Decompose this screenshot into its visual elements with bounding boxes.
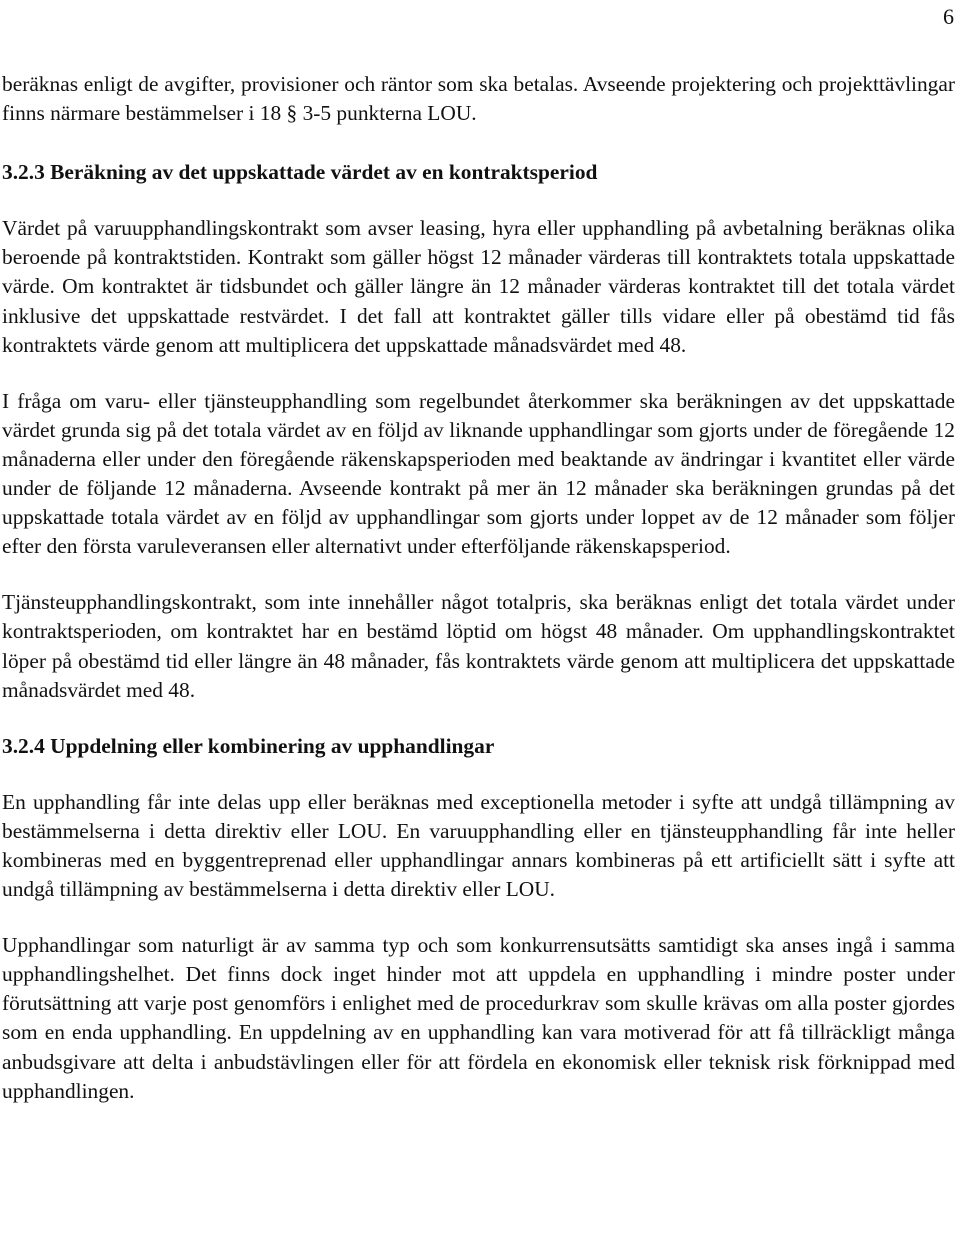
paragraph-contract-period-value: Värdet på varuupphandlingskontrakt som avser leasing, hyra eller upphandling på avbetalning beräknas olika beroende på kontraktstiden. Kontrakt som gäller högst 12 månader värderas till kontraktets totala uppskattade värde. Om kontraktet är tidsbundet och gäller längre än 12 månader värderas kontraktet till det totala värdet inklusive det uppskattade restvärdet. I det fall att kontraktet gäller tills vidare eller på obestämd tid fås kontraktets värde genom att multiplicera det uppskattade månadsvärdet med 48. (2, 216, 955, 357)
section-heading-3-2-4: 3.2.4 Uppdelning eller kombinering av upphandlingar (2, 733, 495, 758)
paragraph-same-type-procurement: Upphandlingar som naturligt är av samma typ och som konkurrensutsätts samtidigt ska anses ingå i samma upphandlingshelhet. Det finns dock inget hinder mot att uppdela en upphandling i mindre poster under förutsättning att varje post genomförs i enlighet med de procedurkrav som skulle krävas om alla poster gjordes som en enda upphandling. En uppdelning av en upphandling kan vara motiverad för att få tillräckligt många anbudsgivare att delta i anbudstävlingen eller för att fördela en ekonomisk eller teknisk risk förknippad med upphandlingen. (2, 933, 955, 1103)
paragraph-service-contracts: Tjänsteupphandlingskontrakt, som inte innehåller något totalpris, ska beräknas enligt det totala värdet under kontraktsperioden, om kontraktet har en bestämd löptid om högst 48 månader. Om upphandlingskontraktet löper på obestämd tid eller längre än 48 månader, fås kontraktets värde genom att multiplicera det uppskattade månadsvärdet med 48. (2, 590, 955, 702)
document-body (2, 70, 955, 1106)
paragraph-no-splitting: En upphandling får inte delas upp eller beräknas med exceptionella metoder i syfte att undgå tillämpning av bestämmelserna i detta direktiv eller LOU. En varuupphandling eller en tjänsteupphandling får inte heller kombineras med en byggentreprenad eller upphandlingar annars kombineras på ett artificiellt sätt i syfte att undgå tillämpning av bestämmelserna i detta direktiv eller LOU. (2, 789, 955, 902)
spacer (2, 904, 955, 931)
spacer (2, 761, 955, 788)
page-number: 6 (943, 4, 954, 29)
spacer (2, 128, 955, 158)
spacer (2, 561, 955, 588)
section-heading-3-2-3: 3.2.3 Beräkning av det uppskattade värdet av en kontraktsperiod (2, 160, 598, 185)
paragraph-recurring-procurement: I fråga om varu- eller tjänsteupphandling som regelbundet återkommer ska beräkningen av det uppskattade värdet grunda sig på det totala värdet av en följd av liknande upphandlingar som gjorts under de föregående 12 månaderna eller under den föregående räkenskapsperioden med beaktande av ändringar i kvantitet eller värde under de följande 12 månaderna. Avseende kontrakt på mer än 12 månader ska beräkningen grundas på det uppskattade totala värdet av en följd av upphandlingar som gjorts under loppet av de 12 månader som följer efter den första varuleveransen eller alternativt under efterföljande räkenskapsperiod. (2, 388, 955, 559)
spacer (2, 360, 955, 387)
spacer (2, 705, 955, 732)
spacer (2, 187, 955, 214)
intro-paragraph: beräknas enligt de avgifter, provisioner och räntor som ska betalas. Avseende projektering och projekttävlingar finns närmare bestämmelser i 18 § 3-5 punkterna LOU. (2, 72, 955, 126)
